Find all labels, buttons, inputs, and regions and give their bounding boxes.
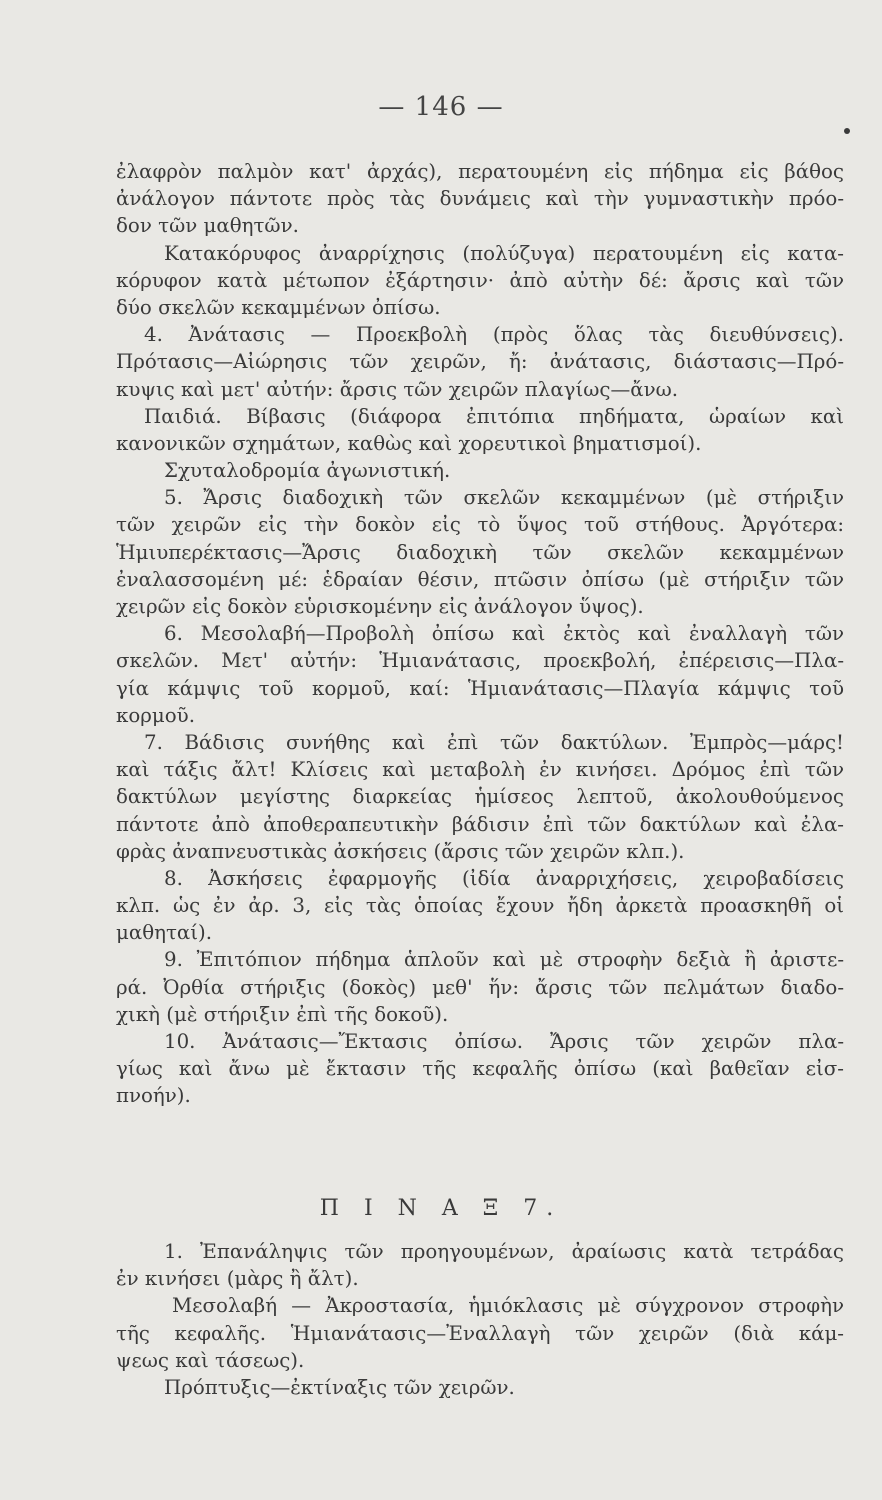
text-line: Ἡμιυπερέκτασις—Ἄρσις διαδοχικὴ τῶν σκελῶν κεκαμμένων [116, 540, 844, 564]
text-line: 1. Ἐπανάληψις τῶν προηγουμένων, ἀραίωσις κατὰ τετράδας [164, 1240, 844, 1263]
text-line: 5. Ἄρσις διαδοχικὴ τῶν σκελῶν κεκαμμένων (μὲ στήριξιν [164, 486, 844, 510]
text-line: δύο σκελῶν κεκαμμένων ὀπίσω. [116, 295, 441, 319]
text-line: ρά. Ὀρθία στήριξις (δοκὸς) μεθ' ἥν: ἄρσις τῶν πελμάτων διαδο- [116, 975, 844, 999]
text-line: Κατακόρυφος ἀναρρίχησις (πολύζυγα) περατουμένη εἰς κατα- [164, 241, 844, 265]
text-line: καὶ τάξις ἄλτ! Κλίσεις καὶ μεταβολὴ ἐν κινήσει. Δρόμος ἐπὶ τῶν [116, 758, 844, 782]
text-line: 6. Μεσολαβή—Προβολὴ ὀπίσω καὶ ἐκτὸς καὶ ἐναλλαγὴ τῶν [164, 622, 844, 646]
text-line: πνοήν). [116, 1084, 191, 1108]
page-number: — 146 — [378, 92, 504, 122]
text-line: τῶν χειρῶν εἰς τὴν δοκὸν εἰς τὸ ὕψος τοῦ στήθους. Ἀργότερα: [116, 513, 844, 537]
text-line: 9. Ἐπιτόπιον πήδημα ἁπλοῦν καὶ μὲ στροφὴν δεξιὰ ἢ ἀριστε- [164, 948, 844, 972]
text-line: δον τῶν μαθητῶν. [116, 214, 299, 238]
text-line: μαθηταί). [116, 921, 213, 945]
text-line: φρὰς ἀναπνευστικὰς ἀσκήσεις (ἄρσις τῶν χειρῶν κλπ.). [116, 839, 685, 863]
text-line: κυψις καὶ μετ' αὐτήν: ἄρσις τῶν χειρῶν πλαγίως—ἄνω. [116, 377, 679, 401]
text-line: Πρότασις—Αἰώρησις τῶν χειρῶν, ἤ: ἀνάτασις, διάστασις—Πρό- [116, 350, 844, 374]
text-line: Παιδιά. Βίβασις (διάφορα ἐπιτόπια πηδήματα, ὡραίων καὶ [144, 404, 844, 428]
text-line: κλπ. ὡς ἐν ἀρ. 3, εἰς τὰς ὁποίας ἔχουν ἤδη ἀρκετὰ προασκηθῆ οἱ [116, 894, 844, 918]
text-line: κανονικῶν σχημάτων, καθὼς καὶ χορευτικοὶ βηματισμοί). [116, 431, 702, 455]
text-line: 7. Βάδισις συνήθης καὶ ἐπὶ τῶν δακτύλων. Ἐμπρὸς—μάρς! [144, 730, 844, 754]
text-line: Σχυταλοδρομία ἀγωνιστική. [164, 459, 451, 483]
text-line: ψεως καὶ τάσεως). [116, 1348, 305, 1372]
text-line: χικὴ (μὲ στήριξιν ἐπὶ τῆς δοκοῦ). [116, 1002, 449, 1026]
text-line: γία κάμψις τοῦ κορμοῦ, καί: Ἡμιανάτασις—Πλαγία κάμψις τοῦ [116, 676, 844, 700]
text-line: Μεσολαβή — Ἀκροστασία, ἡμιόκλασις μὲ σύγχρονον στροφὴν [172, 1294, 844, 1318]
text-line: κορμοῦ. [116, 703, 195, 727]
text-line: χειρῶν εἰς δοκὸν εὑρισκομένην εἰς ἀνάλογον ὕψος). [116, 595, 644, 618]
text-line: τῆς κεφαλῆς. Ἡμιανάτασις—Ἐναλλαγὴ τῶν χειρῶν (διὰ κάμ- [116, 1321, 844, 1345]
section-heading: Π Ι Ν Α Ξ 7. [319, 1196, 563, 1221]
text-line: 8. Ἀσκήσεις ἐφαρμογῆς (ἰδία ἀναρριχήσεις, χειροβαδίσεις [164, 866, 844, 890]
main-text-block [116, 158, 844, 1110]
text-line: 10. Ἀνάτασις—Ἔκτασις ὀπίσω. Ἄρσις τῶν χειρῶν πλα- [164, 1030, 844, 1053]
text-line: πάντοτε ἀπὸ ἀποθεραπευτικὴν βάδισιν ἐπὶ τῶν δακτύλων καὶ ἐλα- [116, 812, 844, 836]
text-line: γίως καὶ ἄνω μὲ ἔκτασιν τῆς κεφαλῆς ὀπίσω (καὶ βαθεῖαν εἰσ- [116, 1057, 844, 1081]
text-line: δακτύλων μεγίστης διαρκείας ἡμίσεος λεπτοῦ, ἀκολουθούμενος [116, 785, 844, 809]
text-line: 4. Ἀνάτασις — Προεκβολὴ (πρὸς ὅλας τὰς διευθύνσεις). [144, 323, 844, 347]
text-line: ἐναλασσομένη μέ: ἑδραίαν θέσιν, πτῶσιν ὀπίσω (μὲ στήριξιν τῶν [116, 567, 844, 591]
ink-dot [844, 128, 850, 134]
section-text-block [116, 1238, 844, 1401]
text-line: σκελῶν. Μετ' αὐτήν: Ἡμιανάτασις, προεκβολή, ἐπέρεισις—Πλα- [116, 649, 844, 673]
text-line: ἐλαφρὸν παλμὸν κατ' ἀρχάς), περατουμένη εἰς πήδημα εἰς βάθος [116, 160, 844, 183]
text-line: ἀνάλογον πάντοτε πρὸς τὰς δυνάμεις καὶ τὴν γυμναστικὴν πρόο- [116, 187, 844, 211]
text-line: κόρυφον κατὰ μέτωπον ἐξάρτησιν· ἀπὸ αὐτὴν δέ: ἄρσις καὶ τῶν [116, 268, 844, 292]
text-line: ἐν κινήσει (μὰρς ἢ ἄλτ). [116, 1267, 359, 1291]
text-line: Πρόπτυξις—ἐκτίναξις τῶν χειρῶν. [164, 1375, 515, 1399]
